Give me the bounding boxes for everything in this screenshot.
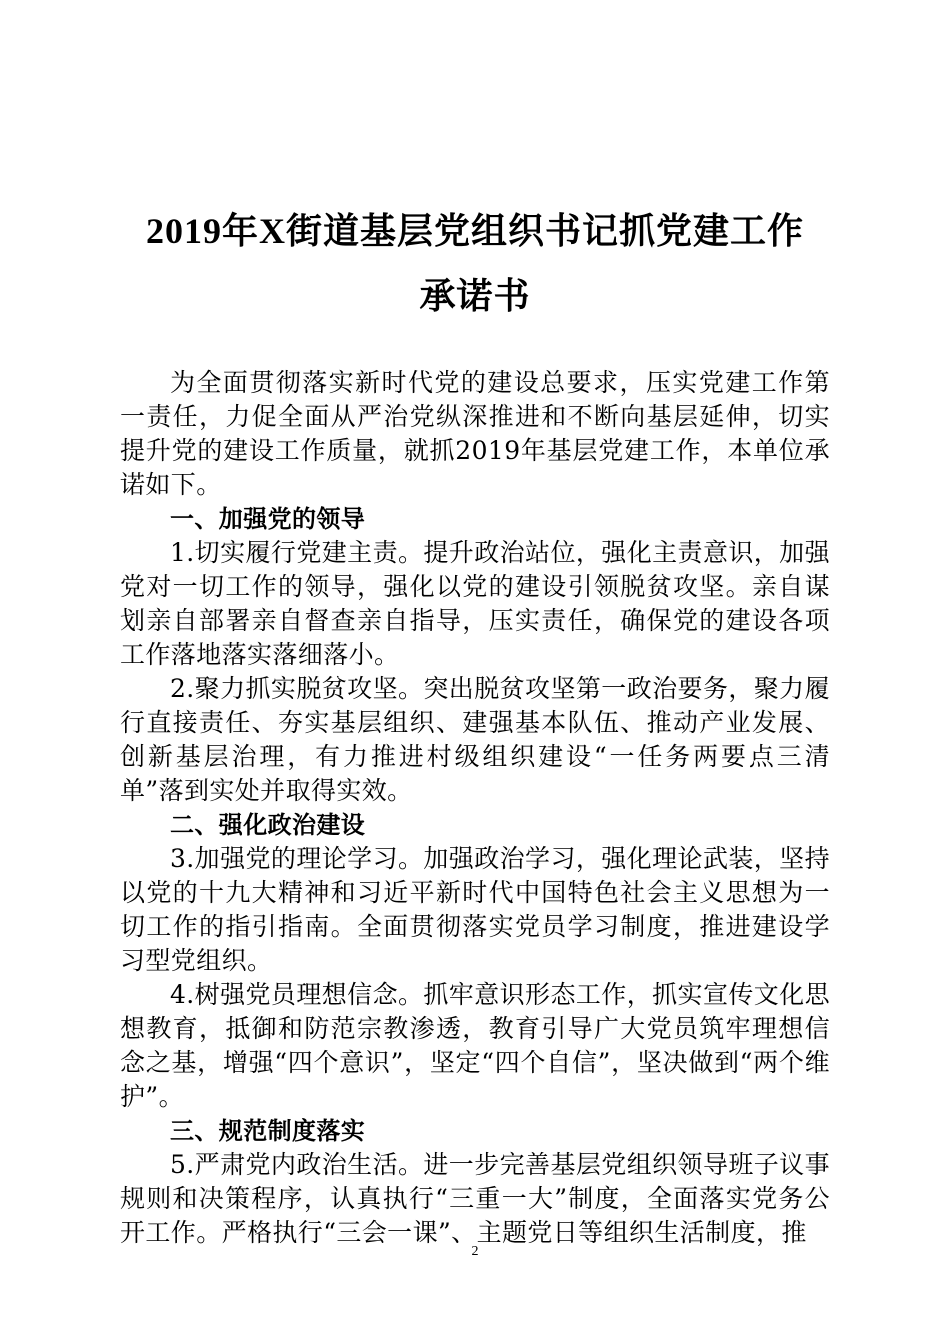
document-body	[120, 366, 830, 1250]
section-heading-1: 一、加强党的领导	[170, 505, 366, 533]
section-heading-2: 二、强化政治建设	[170, 811, 366, 839]
page-number: 2	[471, 1244, 479, 1259]
document-title-line2: 承诺书	[419, 276, 531, 316]
commitment-item-1: 1.切实履行党建主责。提升政治站位，强化主责意识，加强党对一切工作的领导，强化以党的建设引领脱贫攻坚。亲自谋划亲自部署亲自督查亲自指导，压实责任，确保党的建设各项工作落地落实落细落小。	[120, 538, 830, 669]
commitment-item-4: 4.树强党员理想信念。抓牢意识形态工作，抓实宣传文化思想教育，抵御和防范宗教渗透，教育引导广大党员筑牢理想信念之基，增强“四个意识”，坚定“四个自信”，坚决做到“两个维护”。	[120, 980, 830, 1111]
section-heading-3: 三、规范制度落实	[170, 1117, 366, 1145]
commitment-item-5: 5.严肃党内政治生活。进一步完善基层党组织领导班子议事规则和决策程序，认真执行“三重一大”制度，全面落实党务公开工作。严格执行“三会一课”、主题党日等组织生活制度，推	[120, 1150, 830, 1247]
commitment-item-3: 3.加强党的理论学习。加强政治学习，强化理论武装，坚持以党的十九大精神和习近平新时代中国特色社会主义思想为一切工作的指引指南。全面贯彻落实党员学习制度，推进建设学习型党组织。	[120, 844, 830, 975]
document-title-line1: 2019年X街道基层党组织书记抓党建工作	[146, 211, 804, 251]
commitment-item-2: 2.聚力抓实脱贫攻坚。突出脱贫攻坚第一政治要务，聚力履行直接责任、夯实基层组织、建强基本队伍、推动产业发展、创新基层治理，有力推进村级组织建设“一任务两要点三清单”落到实处并取得实效。	[120, 674, 830, 805]
intro-paragraph: 为全面贯彻落实新时代党的建设总要求，压实党建工作第一责任，力促全面从严治党纵深推进和不断向基层延伸，切实提升党的建设工作质量，就抓2019年基层党建工作，本单位承诺如下。	[120, 368, 830, 499]
